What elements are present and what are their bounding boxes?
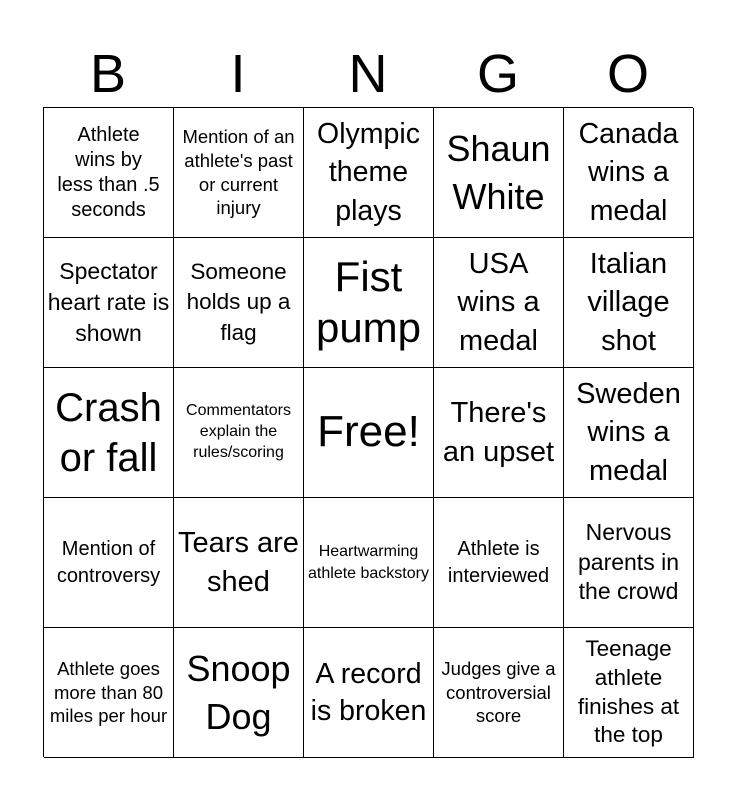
header-letter-i: I — [230, 44, 246, 104]
bingo-cell-r2c1[interactable] — [44, 238, 174, 368]
bingo-cell-r1c1[interactable] — [44, 108, 174, 238]
bingo-cell-r3c3[interactable] — [304, 368, 434, 498]
header-letter-g: G — [476, 44, 519, 104]
cell-text: Heartwarming athlete backstory — [308, 542, 429, 582]
bingo-cell-r4c2[interactable] — [174, 498, 304, 628]
cell-text: Free! — [317, 407, 420, 457]
cell-text: USA wins a medal — [457, 248, 540, 357]
cell-text: Shaun White — [446, 127, 551, 217]
cell-text: Athlete wins by less than .5 seconds — [57, 123, 160, 221]
cell-text: Someone holds up a flag — [186, 259, 291, 345]
cell-text: Crash or fall — [55, 385, 162, 480]
bingo-cell-r3c2[interactable] — [174, 368, 304, 498]
cell-text: Mention of controversy — [56, 537, 161, 587]
bingo-cell-r2c2[interactable] — [174, 238, 304, 368]
cell-text: Tears are shed — [178, 527, 299, 598]
bingo-header — [43, 40, 693, 108]
header-letter-b: B — [89, 44, 127, 104]
bingo-cell-r2c3[interactable] — [304, 238, 434, 368]
bingo-cell-r1c4[interactable] — [434, 108, 564, 238]
cell-text: Italian village shot — [587, 248, 670, 357]
cell-text: Judges give a controversial score — [441, 658, 556, 727]
bingo-cell-r5c1[interactable] — [44, 628, 174, 758]
bingo-cell-r3c4[interactable] — [434, 368, 564, 498]
cell-text: Sweden wins a medal — [576, 378, 681, 487]
bingo-cell-r5c2[interactable] — [174, 628, 304, 758]
cell-text: Snoop Dog — [186, 647, 291, 737]
bingo-cell-r1c5[interactable] — [564, 108, 694, 238]
bingo-cell-r5c3[interactable] — [304, 628, 434, 758]
bingo-cell-r3c5[interactable] — [564, 368, 694, 498]
cell-text: A record is broken — [310, 658, 427, 727]
header-letter-n: N — [348, 44, 388, 104]
cell-text: Commentators explain the rules/scoring — [186, 402, 291, 461]
bingo-cell-r1c2[interactable] — [174, 108, 304, 238]
cell-text: Spectator heart rate is shown — [47, 258, 170, 346]
bingo-cell-r2c4[interactable] — [434, 238, 564, 368]
cell-text: Athlete is interviewed — [447, 537, 550, 587]
bingo-cell-r5c5[interactable] — [564, 628, 694, 758]
cell-text: There's an upset — [442, 397, 555, 468]
cell-text: Nervous parents in the crowd — [577, 518, 679, 605]
header-letter-o: O — [606, 44, 649, 104]
bingo-board — [43, 107, 693, 757]
cell-text: Athlete goes more than 80 miles per hour — [49, 658, 168, 727]
bingo-cell-r5c4[interactable] — [434, 628, 564, 758]
bingo-cell-r4c1[interactable] — [44, 498, 174, 628]
cell-text: Mention of an athlete's past or current injury — [182, 126, 295, 219]
bingo-cell-r2c5[interactable] — [564, 238, 694, 368]
bingo-cell-r4c5[interactable] — [564, 498, 694, 628]
cell-text: Olympic theme plays — [317, 117, 420, 227]
bingo-cell-r4c3[interactable] — [304, 498, 434, 628]
bingo-cell-r3c1[interactable] — [44, 368, 174, 498]
cell-text: Canada wins a medal — [578, 117, 679, 227]
bingo-cell-r1c3[interactable] — [304, 108, 434, 238]
cell-text: Fist pump — [315, 253, 422, 351]
cell-text: Teenage athlete finishes at the top — [577, 636, 680, 748]
bingo-cell-r4c4[interactable] — [434, 498, 564, 628]
